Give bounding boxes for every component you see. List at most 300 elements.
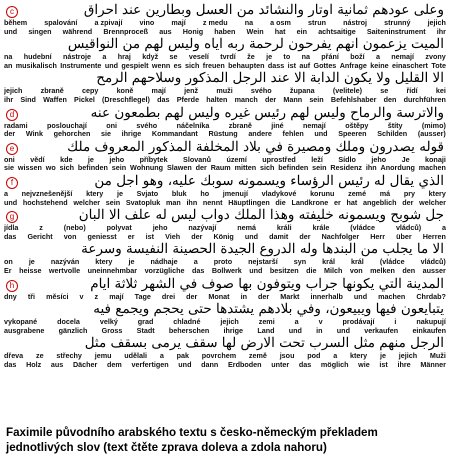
gloss-word: nemá xyxy=(237,224,256,233)
gloss-word: svého xyxy=(250,87,272,96)
gloss-word: uneinnehmbar xyxy=(87,266,138,275)
gloss-word: Wohnung xyxy=(130,164,164,173)
gloss-word: (velitele) xyxy=(332,87,363,96)
gloss-line xyxy=(4,122,446,131)
gloss-line xyxy=(4,130,446,139)
gloss-word: jiné xyxy=(271,121,284,130)
gloss-word: sein xyxy=(105,198,121,207)
gloss-line xyxy=(4,87,446,96)
gloss-word: Häuptlingen xyxy=(228,198,270,207)
gloss-word: dass xyxy=(267,61,285,70)
gloss-line xyxy=(4,164,446,173)
gloss-word: nejvznešenější xyxy=(21,189,73,198)
gloss-word: mají xyxy=(171,19,186,27)
gloss-word: veselí xyxy=(188,53,209,62)
gloss-word: Männer xyxy=(420,360,446,369)
gloss-word: měsíci xyxy=(46,292,69,301)
gloss-word: das xyxy=(4,232,17,241)
gloss-word: ihrige xyxy=(223,326,244,335)
gloss-word: und xyxy=(249,266,263,275)
gloss-word: und xyxy=(178,360,192,369)
gloss-word: král xyxy=(322,258,335,267)
gloss-word: mají xyxy=(109,292,124,301)
gloss-word: chladné xyxy=(173,318,201,327)
gloss-word: z xyxy=(94,292,99,301)
gloss-word: ktery xyxy=(95,258,113,267)
gloss-word: und xyxy=(353,292,368,301)
gloss-word: kei xyxy=(435,87,446,96)
gloss-word: Anordung xyxy=(380,164,415,173)
gloss-word: ihr xyxy=(436,27,446,36)
gloss-word: ist xyxy=(379,360,388,369)
gloss-word: dřeva xyxy=(4,352,24,361)
gloss-word: zemi xyxy=(258,318,275,327)
gloss-word: má xyxy=(379,189,391,198)
gloss-word: Herren xyxy=(422,232,446,241)
gloss-word: král xyxy=(351,258,364,267)
gloss-word: gespielt xyxy=(121,61,149,70)
gloss-word: sein xyxy=(309,95,324,104)
gloss-word: jeho xyxy=(109,155,125,164)
facsimile-text-block xyxy=(4,2,446,369)
gloss-word: že xyxy=(247,53,255,62)
gloss-word: drei xyxy=(161,292,176,301)
gloss-word: a xyxy=(375,53,380,62)
gloss-word: jmenují xyxy=(222,189,248,198)
gloss-word: besitzen xyxy=(269,266,299,275)
gloss-word: Holz xyxy=(26,360,42,369)
gloss-word: a xyxy=(193,258,198,267)
gloss-word: unter xyxy=(271,360,290,369)
gloss-word: Svatopluk xyxy=(125,198,161,207)
gloss-word: na xyxy=(244,19,254,27)
gloss-word: ktery xyxy=(349,352,368,361)
gloss-word: zbraně xyxy=(228,121,252,130)
gloss-word: Tage xyxy=(134,292,151,301)
gloss-word: achtsaitige xyxy=(318,27,356,36)
arabic-text: وعلى عودهم ثمانية اوتار والنشائد من العسل وبطارين عند احراق xyxy=(83,2,444,18)
gloss-word: Muži xyxy=(429,352,446,361)
gloss-word: Chrdab? xyxy=(416,292,446,301)
gloss-word: wo xyxy=(45,164,56,173)
gloss-word: Gottes xyxy=(313,61,337,70)
gloss-word: an xyxy=(4,61,13,70)
gloss-word: svého xyxy=(136,121,158,130)
gloss-word: jeho xyxy=(371,155,387,164)
gloss-word: einaschert xyxy=(392,61,428,70)
gloss-word: Brennproceß xyxy=(103,27,149,36)
gloss-word: und xyxy=(4,198,18,207)
gloss-word: Vieh xyxy=(165,232,181,241)
gloss-word: von xyxy=(63,232,77,241)
gloss-word: und xyxy=(288,326,302,335)
gloss-word: Pferde xyxy=(176,95,200,104)
gloss-word: nazývají xyxy=(188,224,217,233)
arabic-line xyxy=(4,70,446,87)
gloss-word: der xyxy=(4,130,16,139)
gloss-line xyxy=(4,62,446,71)
gloss-word: (nebo) xyxy=(63,224,86,233)
gloss-word: gänzlich xyxy=(58,326,88,335)
gloss-word: machen xyxy=(378,292,406,301)
gloss-word: Wein xyxy=(246,27,264,36)
gloss-word: ihr xyxy=(4,95,14,104)
gloss-line xyxy=(4,96,446,105)
gloss-word: králi xyxy=(276,224,292,233)
gloss-word: innerhalb xyxy=(310,292,343,301)
gloss-word: das xyxy=(157,95,170,104)
arabic-text: جل شوبح ويسمونه خليفته وهذا الملك دواب ليس له علف الا البان xyxy=(78,207,444,224)
gloss-word: (mimo) xyxy=(421,121,446,130)
gloss-word: Stadt xyxy=(136,326,155,335)
gloss-word: mitten xyxy=(234,164,257,173)
gloss-word: ihn xyxy=(365,164,377,173)
arabic-text: والاترسة والرماح وليس لهم رئيس غيره وليس لهم بطمعون عنه xyxy=(90,104,444,121)
gloss-word: vladykové xyxy=(261,189,297,198)
gloss-word: der xyxy=(264,95,277,104)
gloss-word: pak xyxy=(176,352,189,361)
gloss-word: er xyxy=(333,198,341,207)
arabic-line xyxy=(4,207,446,224)
gloss-word: když xyxy=(142,53,159,62)
gloss-word: andere xyxy=(248,130,272,139)
gloss-word: Schilden xyxy=(377,130,408,139)
gloss-word: mají xyxy=(151,87,166,96)
gloss-word: je xyxy=(116,189,123,198)
gloss-word: Nachfolger xyxy=(321,232,360,241)
gloss-word: zvony xyxy=(425,53,446,62)
gloss-word: jejich xyxy=(4,87,23,96)
gloss-word: sie xyxy=(101,130,112,139)
gloss-word: den xyxy=(383,95,397,104)
gloss-word: Markt xyxy=(280,292,300,301)
gloss-word: nejstarší xyxy=(248,258,278,267)
gloss-word: a xyxy=(333,352,338,361)
gloss-word: a xyxy=(4,189,8,198)
gloss-word: und xyxy=(336,326,350,335)
gloss-word: konaji xyxy=(425,155,446,164)
gloss-word: der xyxy=(299,232,311,241)
gloss-word: a xyxy=(159,352,164,361)
gloss-word: aus xyxy=(159,27,172,36)
gloss-word: a zpivají xyxy=(94,19,123,27)
gloss-word: župana xyxy=(289,87,315,96)
gloss-word: hat xyxy=(274,27,286,36)
gloss-word: nennt xyxy=(202,198,223,207)
arabic-text: الذي يقال له رئيس الرؤساء ويسمونه سوبك عليه، وهو اجل من xyxy=(94,172,444,189)
gloss-word: (ausser) xyxy=(417,130,446,139)
gloss-word: pry xyxy=(403,189,415,198)
gloss-word: und xyxy=(244,232,259,241)
gloss-word: cepy xyxy=(81,87,99,96)
gloss-word: (vládce xyxy=(350,224,376,233)
gloss-word: Sind xyxy=(20,95,36,104)
gloss-word: jenž xyxy=(184,87,199,96)
gloss-word: nádhaje xyxy=(150,258,178,267)
gloss-word: polyvat xyxy=(106,224,132,233)
gloss-word: das xyxy=(298,360,312,369)
gloss-word: König xyxy=(213,232,234,241)
arabic-line xyxy=(4,241,446,258)
gloss-word: Herr xyxy=(370,232,385,241)
gloss-word: Rüstung xyxy=(208,130,238,139)
gloss-word: hraj xyxy=(117,53,131,62)
gloss-word: Anfrage xyxy=(339,61,367,70)
gloss-word: vládců) xyxy=(395,224,422,233)
gloss-word: der xyxy=(191,232,203,241)
gloss-word: hudební xyxy=(23,53,52,62)
gloss-word: sein xyxy=(312,164,327,173)
gloss-word: radami xyxy=(4,121,28,130)
gloss-word: Raum xyxy=(210,164,231,173)
gloss-word: ist xyxy=(145,232,155,241)
gloss-word: koně xyxy=(116,87,134,96)
gloss-word: Slovanů xyxy=(183,155,211,164)
gloss-word: in xyxy=(240,292,247,301)
gloss-word: vládců) xyxy=(420,258,446,267)
gloss-word: je xyxy=(28,258,35,267)
gloss-word: welcher xyxy=(419,198,446,207)
gloss-line xyxy=(4,28,446,37)
gloss-word: Gross xyxy=(101,326,123,335)
gloss-word: dny xyxy=(4,292,17,301)
gloss-word: wertvolle xyxy=(48,266,81,275)
gloss-word: jsou xyxy=(279,352,295,361)
gloss-word: der xyxy=(186,292,198,301)
gloss-line xyxy=(4,156,446,165)
gloss-word: boží xyxy=(350,53,365,62)
gloss-word: Dächer xyxy=(72,360,98,369)
arabic-text: الا القليل ولا يكون الدابة الا عند الرجل المذكور وسلاحهم الرمح xyxy=(96,70,444,87)
gloss-word: machen xyxy=(418,164,446,173)
gloss-line xyxy=(4,352,446,361)
gloss-word: vykopané xyxy=(4,318,38,327)
gloss-word: sie xyxy=(4,164,14,173)
gloss-word: se xyxy=(169,53,178,62)
figure-caption: Faximile původního arabského textu s česko-německým překladem jednotlivých slov (text čtěte zprava doleva a zdola nahoru) xyxy=(6,426,378,454)
gloss-word: příbytek xyxy=(139,155,168,164)
gloss-word: Je xyxy=(401,155,410,164)
arabic-text: الميت يزعمون انهم يفرحون لرحمة ربه اياه وليس لهم من النواقيس xyxy=(67,36,444,53)
gloss-word: je xyxy=(379,352,386,361)
gloss-word: vino xyxy=(139,19,155,27)
gloss-word: strun xyxy=(308,19,326,27)
gloss-word: manch xyxy=(234,95,258,104)
gloss-word: heisse xyxy=(19,266,42,275)
gloss-word: singen xyxy=(28,27,52,36)
gloss-word: poslouchají xyxy=(46,121,87,130)
gloss-line xyxy=(4,318,446,327)
gloss-word: beherschen xyxy=(168,326,210,335)
gloss-word: haben xyxy=(214,27,236,36)
gloss-word: Gericht xyxy=(27,232,53,241)
gloss-word: das xyxy=(4,360,17,369)
gloss-word: Mann xyxy=(283,95,303,104)
gloss-word: sein xyxy=(111,164,127,173)
gloss-word: ho xyxy=(200,189,210,198)
gloss-word: během xyxy=(4,19,28,27)
gloss-word: fehlen xyxy=(282,130,304,139)
circled-letter-marker: f xyxy=(6,177,18,189)
gloss-word: oštěpy xyxy=(345,121,369,130)
gloss-word: wenn xyxy=(151,61,171,70)
gloss-line xyxy=(4,361,446,370)
arabic-text: المدينة التي يكونها جراب ويتوفون بها صوف في الشهر ثلاثة ايام xyxy=(90,275,444,292)
gloss-word: Tote xyxy=(431,61,446,70)
gloss-word: ihre xyxy=(397,360,411,369)
gloss-word: je xyxy=(266,53,273,62)
arabic-line xyxy=(4,2,446,19)
gloss-word: v xyxy=(79,292,84,301)
gloss-word: je xyxy=(128,258,135,267)
gloss-word: Instrumente xyxy=(60,61,102,70)
gloss-word: Residenz xyxy=(330,164,362,173)
gloss-word: und xyxy=(314,130,328,139)
gloss-word: hochstehend xyxy=(22,198,68,207)
gloss-word: nemají xyxy=(391,53,415,62)
gloss-word: Speeren xyxy=(338,130,367,139)
gloss-word: wie xyxy=(358,360,370,369)
gloss-word: střechy xyxy=(56,352,82,361)
gloss-line xyxy=(4,53,446,62)
gloss-word: ktery xyxy=(86,189,104,198)
gloss-word: Wink xyxy=(25,130,43,139)
gloss-word: den xyxy=(402,266,416,275)
gloss-word: ist xyxy=(287,61,297,70)
gloss-word: jemu xyxy=(94,352,112,361)
gloss-word: Slawen xyxy=(166,164,192,173)
gloss-word: prodávají xyxy=(342,318,375,327)
gloss-line xyxy=(4,233,446,242)
circled-letter-marker: e xyxy=(6,143,18,155)
gloss-word: aus xyxy=(50,360,64,369)
gloss-word: ausser xyxy=(422,266,446,275)
gloss-word: möglich xyxy=(320,360,349,369)
gloss-word: docela xyxy=(57,318,80,327)
gloss-word: uprostřed xyxy=(262,155,296,164)
gloss-line xyxy=(4,293,446,302)
gloss-word: das xyxy=(191,266,205,275)
gloss-word: hat xyxy=(346,198,358,207)
gloss-word: udělali xyxy=(124,352,148,361)
arabic-line xyxy=(4,276,446,293)
gloss-word: Befehlshaber xyxy=(330,95,377,104)
gloss-word: krále xyxy=(312,224,330,233)
gloss-word: der xyxy=(195,164,207,173)
gloss-word: ausgrabene xyxy=(4,326,45,335)
gloss-word: i xyxy=(394,318,397,327)
gloss-word: oni xyxy=(4,155,15,164)
gloss-word: nástroje xyxy=(63,53,91,62)
gloss-word: tři xyxy=(27,292,36,301)
gloss-word: území xyxy=(226,155,247,164)
gloss-line xyxy=(4,224,446,233)
circled-letter-marker: h xyxy=(6,280,18,292)
gloss-word: náčelníka xyxy=(176,121,210,130)
arabic-line xyxy=(4,105,446,122)
gloss-word: der xyxy=(258,292,270,301)
arabic-line xyxy=(4,36,446,53)
gloss-word: Bollwerk xyxy=(211,266,242,275)
gloss-word: Monat xyxy=(208,292,230,301)
gloss-word: in xyxy=(316,326,323,335)
gloss-word: Pickel xyxy=(74,95,95,104)
gloss-word: auf xyxy=(299,61,311,70)
gloss-word: von xyxy=(349,266,363,275)
gloss-word: syn xyxy=(293,258,307,267)
gloss-word: die xyxy=(275,198,286,207)
gloss-word: jejich xyxy=(427,19,446,27)
gloss-word: v xyxy=(318,318,323,327)
arabic-line xyxy=(4,301,446,318)
gloss-word: (vládce xyxy=(379,258,405,267)
gloss-word: země xyxy=(248,352,267,361)
gloss-word: a xyxy=(442,224,446,233)
gloss-word: nakupují xyxy=(416,318,446,327)
gloss-word: Saiteninstrument xyxy=(366,27,426,36)
gloss-word: grad xyxy=(137,318,154,327)
gloss-word: dann xyxy=(201,360,219,369)
gloss-word: über xyxy=(396,232,412,241)
gloss-word: ein xyxy=(296,27,308,36)
gloss-word: pod xyxy=(307,352,321,361)
gloss-word: sich xyxy=(59,164,75,173)
gloss-word: geniesst xyxy=(87,232,117,241)
gloss-word: ktery xyxy=(428,189,446,198)
gloss-word: verkaufen xyxy=(364,326,399,335)
gloss-word: ze xyxy=(35,352,44,361)
gloss-word: Er xyxy=(4,266,12,275)
gloss-word: es xyxy=(173,61,182,70)
gloss-word: proto xyxy=(213,258,233,267)
gloss-word: wissen xyxy=(17,164,42,173)
gloss-word: und xyxy=(104,61,118,70)
gloss-word: Land xyxy=(257,326,275,335)
gloss-line xyxy=(4,19,446,28)
gloss-line xyxy=(4,267,446,276)
gloss-word: die xyxy=(306,266,317,275)
gloss-word: oni xyxy=(106,121,118,130)
gloss-word: behaupten xyxy=(228,61,265,70)
gloss-word: Honig xyxy=(182,27,204,36)
gloss-word: on xyxy=(4,258,13,267)
gloss-word: řídí xyxy=(406,87,418,96)
gloss-word: ihn xyxy=(186,198,198,207)
gloss-word: man xyxy=(165,198,181,207)
gloss-word: Landkrone xyxy=(291,198,329,207)
gloss-word: spalování xyxy=(44,19,78,27)
gloss-word: štíty xyxy=(387,121,403,130)
gloss-word: Svjato xyxy=(136,189,159,198)
gloss-word: korunu xyxy=(310,189,335,198)
gloss-word: befinden xyxy=(77,164,108,173)
gloss-word: strunný xyxy=(384,19,411,27)
gloss-word: freuen xyxy=(202,61,225,70)
arabic-text: قوله يصدرون وملك ومصيرة في بلاد المخلفة المذكور المعروف ملك xyxy=(67,138,444,155)
gloss-word: verfertigen xyxy=(131,360,169,369)
gloss-word: nemají xyxy=(303,121,326,130)
gloss-line xyxy=(4,327,446,336)
gloss-word: nástroj xyxy=(343,19,368,27)
gloss-line xyxy=(4,258,446,267)
gloss-word: während xyxy=(62,27,93,36)
gloss-word: jejich xyxy=(220,318,239,327)
arabic-line xyxy=(4,173,446,190)
gloss-word: befinden xyxy=(278,164,309,173)
gloss-word: damit xyxy=(269,232,289,241)
gloss-word: tvrdí xyxy=(220,53,236,62)
gloss-word: a osm xyxy=(270,19,291,27)
